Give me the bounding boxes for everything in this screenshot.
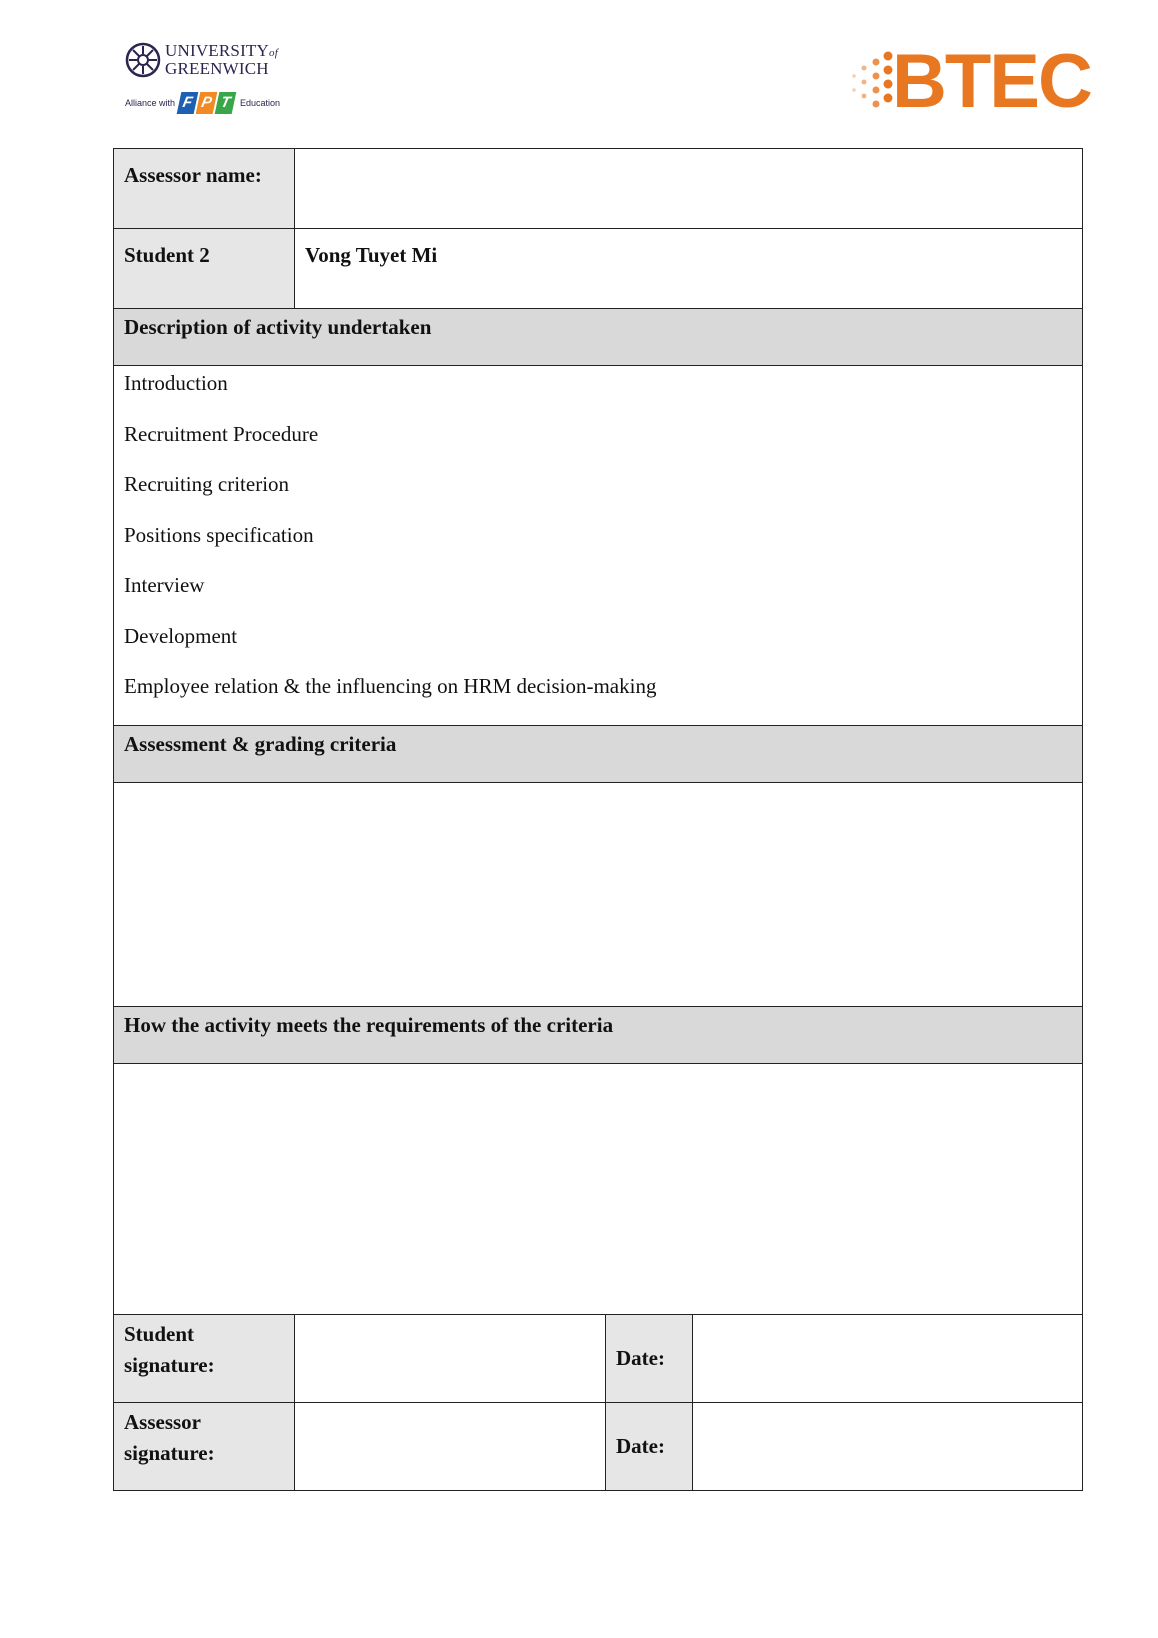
fpt-logo: F P T (179, 92, 236, 114)
assessor-signature-field[interactable] (295, 1403, 606, 1490)
description-heading-row (114, 309, 1082, 366)
student-signature-label: Student signature: (114, 1315, 295, 1402)
list-item: Recruitment Procedure (124, 421, 319, 446)
alliance-text: Alliance with (125, 98, 176, 108)
assessment-content-row (114, 783, 1082, 1007)
list-item: Positions specification (124, 522, 314, 547)
activity-list (114, 366, 1082, 725)
btec-logo (846, 39, 1091, 124)
requirements-content-area[interactable] (114, 1064, 1082, 1314)
assessment-content-area[interactable] (114, 783, 1082, 1006)
description-heading: Description of activity undertaken (114, 309, 1082, 365)
assessor-name-row (114, 149, 1082, 229)
assessment-heading: Assessment & grading criteria (114, 726, 1082, 782)
assessor-date-label: Date: (606, 1403, 693, 1490)
assessment-heading-row (114, 726, 1082, 783)
btec-dots-icon (846, 42, 896, 118)
greenwich-seal-icon (125, 42, 161, 78)
student-name-value: Vong Tuyet Mi (305, 243, 438, 267)
assessor-signature-label: Assessor signature: (114, 1403, 295, 1490)
assessor-name-field[interactable] (295, 149, 1082, 228)
requirements-heading-row (114, 1007, 1082, 1064)
btec-logo-text: BTEC (892, 39, 1091, 124)
university-name: UNIVERSITYof GREENWICH (165, 41, 278, 78)
list-item: Employee relation & the influencing on HRM decision-making (124, 674, 657, 698)
assessor-signature-row (114, 1403, 1082, 1490)
student-date-field[interactable] (693, 1315, 1082, 1402)
assessor-name-label: Assessor name: (114, 149, 295, 228)
university-greenwich-logo (125, 42, 295, 128)
list-item: Development (124, 623, 238, 648)
student-signature-row (114, 1315, 1082, 1403)
requirements-heading: How the activity meets the requirements of the criteria (114, 1007, 1082, 1063)
student-row (114, 229, 1082, 309)
list-item: Recruiting criterion (124, 472, 290, 496)
education-text: Education (240, 98, 281, 108)
assessment-record-form (113, 148, 1083, 1491)
requirements-content-row (114, 1064, 1082, 1315)
student-signature-field[interactable] (295, 1315, 606, 1402)
list-item: Interview (124, 573, 205, 597)
assessor-date-field[interactable] (693, 1403, 1082, 1490)
student-label: Student 2 (114, 229, 295, 308)
list-item: Introduction (124, 371, 228, 395)
activity-list-row (114, 366, 1082, 726)
student-date-label: Date: (606, 1315, 693, 1402)
